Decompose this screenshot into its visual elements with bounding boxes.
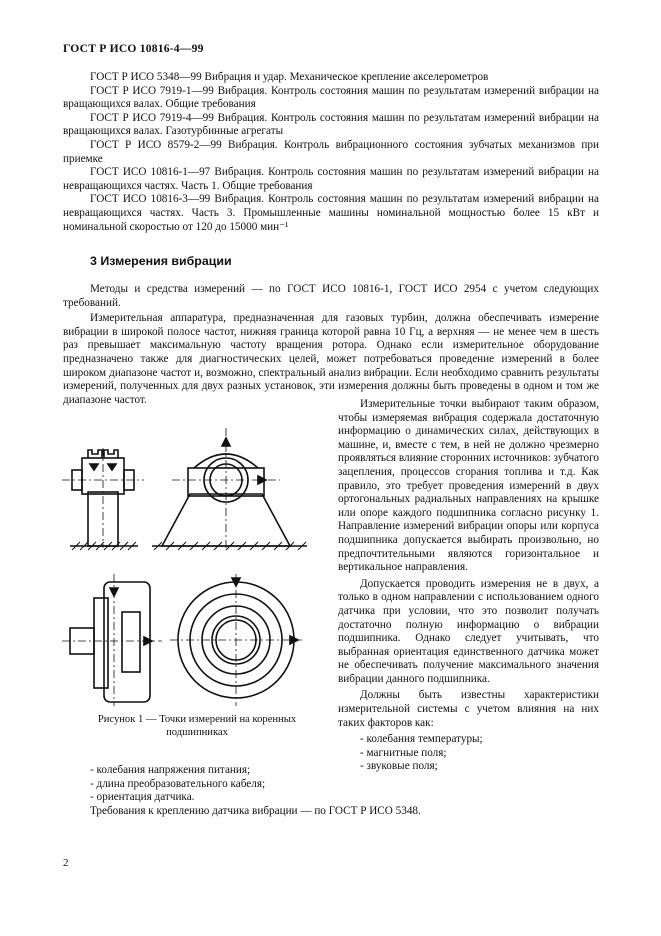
- side-view-drawing: [62, 448, 144, 550]
- figure-caption: Рисунок 1 — Точки измерений на коренных подшипниках: [97, 714, 297, 738]
- factor-list-continued: [63, 764, 599, 805]
- paragraph: Измерительная аппаратура, предназначенная для газовых турбин, должна обеспечивать измерение вибрации в широкой полосе частот, нижняя граница которой равна 10 Гц, а верхняя — не менее чем в шесть раз превышает максимальную частоту вращения ротора. Однако если измерительное оборудование предназначено также для диагностических целей, может потребоваться проведение измерений в более широком диапазоне частот и, возможно, спектральный анализ вибрации. Если необходимо сравнить результаты измерений, полученных для двух разных установок, эти измерения должны быть проведены в одном и том же диапазоне частот.: [63, 312, 599, 406]
- body-text-top: [63, 283, 599, 409]
- reference-item: ГОСТ ИСО 10816-1—97 Вибрация. Контроль состояния машин по результатам измерений вибрации на невращающихся частях. Часть 1. Общие требования: [63, 166, 599, 192]
- paragraph: Методы и средства измерений — по ГОСТ ИСО 10816-1, ГОСТ ИСО 2954 с учетом следующих требований.: [63, 283, 599, 309]
- right-column-text: [338, 398, 599, 774]
- reference-item: ГОСТ Р ИСО 7919-4—99 Вибрация. Контроль состояния машин по результатам измерений вибрации на вращающихся валах. Газотурбинные агрегаты: [63, 111, 599, 138]
- list-item: - магнитные поля;: [360, 746, 447, 759]
- front-view-drawing: [152, 428, 307, 550]
- page-header: ГОСТ Р ИСО 10816-4—99: [63, 42, 204, 55]
- reference-item: ГОСТ Р ИСО 5348—99 Вибрация и удар. Механическое крепление акселерометров: [90, 71, 489, 83]
- list-item: - колебания температуры;: [360, 733, 483, 746]
- paragraph: Требования к креплению датчика вибрации — по ГОСТ Р ИСО 5348.: [90, 804, 421, 817]
- list-item: - колебания напряжения питания;: [90, 764, 251, 776]
- reference-item: ГОСТ Р ИСО 8579-2—99 Вибрация. Контроль вибрационного состояния зубчатых механизмов при приемке: [63, 138, 599, 165]
- list-item: - длина преобразовательного кабеля;: [90, 777, 266, 790]
- reference-list: [63, 71, 599, 234]
- flange-side-view-drawing: [62, 574, 162, 706]
- body-text-bottom: [63, 764, 599, 820]
- flange-front-view-drawing: [170, 574, 302, 706]
- list-item: - звуковые поля;: [360, 760, 438, 773]
- list-item: - ориентация датчика.: [90, 791, 195, 804]
- bearing-measurement-figure: [62, 408, 312, 708]
- paragraph: Должны быть известны характеристики измерительной системы с учетом влияния на них таких факторов как:: [338, 689, 599, 729]
- paragraph: Измерительные точки выбирают таким образом, чтобы измеряемая вибрация содержала достаточную информацию о динамических силах, действующих в машине, и, вместе с тем, в ней не должно чрезмерно проявляться влияние сторонних источников: зубчатого зацепления, процессов сгорания топлива и т.д. Как правило, это требует проведения измерений в двух ортогональных радиальных направлениях на крышке или опоре каждого подшипника согласно рисунку 1. Направление измерений вибрации опоры или корпуса подшипника допускается выбирать произвольно, но предпочтительными являются горизонтальное и вертикальное направления.: [338, 398, 599, 574]
- section-title: 3 Измерения вибрации: [90, 254, 232, 268]
- paragraph: Допускается проводить измерения не в двух, а только в одном направлении с использованием одного датчика при условии, что это позволит получать достаточно полную информацию о вибрации подшипника. Однако следует учитывать, что выбранная ориентация единственного датчика может не обеспечивать получение максимального значения вибрации данного подшипника.: [338, 577, 599, 685]
- reference-item: ГОСТ Р ИСО 7919-1—99 Вибрация. Контроль состояния машин по результатам измерений вибрации на вращающихся валах. Общие требования: [63, 84, 599, 111]
- reference-item: ГОСТ ИСО 10816-3—99 Вибрация. Контроль состояния машин по результатам измерений вибрации на невращающихся частях. Часть 3. Промышленные машины номинальной мощностью более 15 кВт и номинальной скоростью от 120 до 15000 мин⁻¹: [63, 193, 599, 233]
- page-number: 2: [63, 857, 69, 869]
